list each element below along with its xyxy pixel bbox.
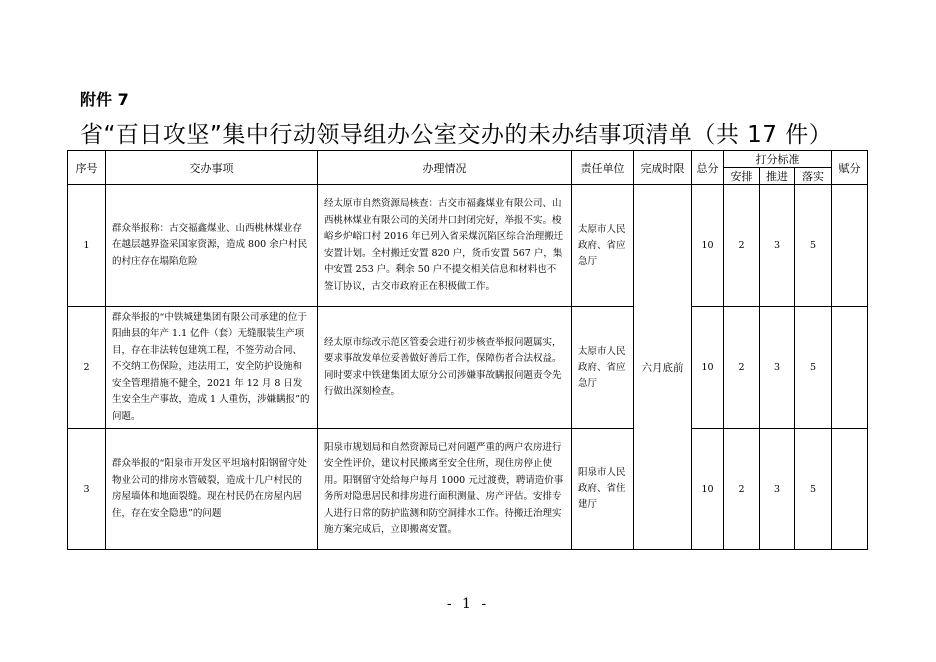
header-unit: 责任单位: [572, 151, 634, 185]
page-number: - 1 -: [446, 596, 490, 612]
header-advance: 推进: [760, 168, 795, 185]
table-row: [68, 429, 868, 550]
table-row: [68, 307, 868, 429]
row-advance: 3: [760, 429, 795, 550]
header-arrange: 安排: [724, 168, 760, 185]
row-total: 10: [692, 429, 724, 550]
header-matter: 交办事项: [106, 151, 318, 185]
header-handling: 办理情况: [318, 151, 572, 185]
matters-table: [67, 150, 868, 550]
table-row: [68, 185, 868, 307]
header-total: 总分: [692, 151, 724, 185]
row-advance: 3: [760, 185, 795, 307]
header-implement: 落实: [795, 168, 832, 185]
deadline-cell: 六月底前: [634, 185, 692, 550]
row-handling: 经太原市综改示范区管委会进行初步核查举报问题属实，要求事故发单位妥善做好善后工作，保障伤者合法权益。同时要求中铁建集团太原分公司涉嫌事故瞒报问题责令先行做出深刻检查。: [318, 307, 572, 429]
header-scoring: 打分标准: [724, 151, 832, 168]
header-deadline: 完成时限: [634, 151, 692, 185]
row-unit: 阳泉市人民政府、省住建厅: [572, 429, 634, 550]
row-advance: 3: [760, 307, 795, 429]
row-unit: 太原市人民政府、省应急厅: [572, 185, 634, 307]
row-score: [832, 185, 868, 307]
row-no: 3: [68, 429, 106, 550]
row-handling: 阳泉市规划局和自然资源局已对问题严重的两户农房进行安全性评价，建议村民搬离至安全住所，现住房停止使用。阳钢留守处给每户每月 1000 元过渡费，聘请造价事务所对隐患居民和排房进行面积测量、房产评估。安排专人进行日常的防护监测和防空洞排水工作。待搬迁治理实施方案完成后，立即搬离安置。: [318, 429, 572, 550]
row-matter: 群众举报称：古交福鑫煤业、山西桃林煤业存在越层越界盗采国家资源，造成 800 余户村民的村庄存在塌陷危险: [106, 185, 318, 307]
row-score: [832, 307, 868, 429]
header-no: 序号: [68, 151, 106, 185]
row-matter: 群众举报的“阳泉市开发区平坦垴村阳钢留守处物业公司的排房水管破裂，造成十几户村民的房屋墙体和地面裂缝。现在村民仍在房屋内居住，存在安全隐患”的问题: [106, 429, 318, 550]
header-score: 赋分: [832, 151, 868, 185]
attachment-label: 附件 7: [80, 90, 129, 109]
row-total: 10: [692, 307, 724, 429]
row-no: 1: [68, 185, 106, 307]
row-arrange: 2: [724, 429, 760, 550]
row-total: 10: [692, 185, 724, 307]
page-title: 省“百日攻坚”集中行动领导组办公室交办的未办结事项清单（共 17 件）: [80, 122, 833, 148]
row-arrange: 2: [724, 307, 760, 429]
row-implement: 5: [795, 307, 832, 429]
row-score: [832, 429, 868, 550]
row-handling: 经太原市自然资源局核查：古交市福鑫煤业有限公司、山西桃林煤业有限公司的关闭井口封闭完好，举报不实。梭峪乡炉峪口村 2016 年已列入省采煤沉陷区综合治理搬迁安置计划。全村搬迁安置 820 户，货币安置 567 户，集中安置 253 户。剩余 50 户不提交相关信息和材料也不签订协议，古交市政府正在积极做工作。: [318, 185, 572, 307]
row-implement: 5: [795, 185, 832, 307]
row-matter: 群众举报的“中铁城建集团有限公司承建的位于阳曲县的年产 1.1 亿件（套）无缝服装生产项目，存在非法转包建筑工程，不签劳动合同、不交纳工伤保险，违法用工，安全防护设施和安全管理措施不健全，2021 年 12 月 8 日发生安全生产事故，造成 1 人重伤，涉嫌瞒报”的问题。: [106, 307, 318, 429]
row-no: 2: [68, 307, 106, 429]
row-unit: 太原市人民政府、省应急厅: [572, 307, 634, 429]
row-implement: 5: [795, 429, 832, 550]
row-arrange: 2: [724, 185, 760, 307]
